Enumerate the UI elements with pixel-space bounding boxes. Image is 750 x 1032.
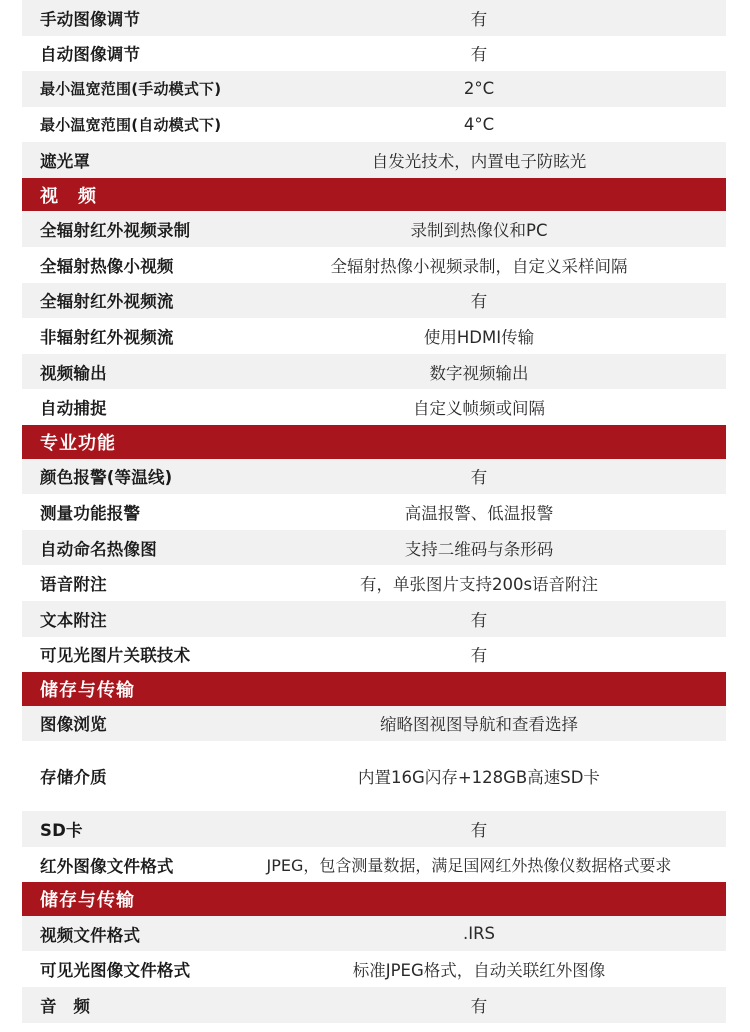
- table-row: [22, 389, 726, 425]
- row-label: 文本附注: [40, 610, 107, 630]
- row-label: 最小温宽范围(自动模式下): [40, 116, 222, 135]
- section-header: 视 频: [22, 178, 726, 212]
- row-label: 语音附注: [40, 575, 107, 595]
- table-row: [22, 142, 726, 178]
- row-label: 视频文件格式: [40, 925, 141, 945]
- row-label: 手动图像调节: [40, 9, 141, 29]
- row-value: 有: [470, 610, 488, 630]
- table-row: [22, 601, 726, 637]
- row-value: 自定义帧频或间隔: [413, 399, 545, 419]
- row-label: 存储介质: [40, 768, 107, 788]
- row-label: 非辐射红外视频流: [40, 328, 174, 348]
- row-label: SD卡: [40, 820, 83, 840]
- table-row: [22, 741, 726, 811]
- row-value: 高温报警、低温报警: [404, 503, 554, 523]
- row-label: 自动命名热像图: [40, 539, 157, 559]
- table-row: [22, 494, 726, 530]
- row-label: 颜色报警(等温线): [40, 468, 173, 488]
- table-row: [22, 211, 726, 247]
- row-label: 可见光图片关联技术: [40, 646, 191, 666]
- table-row: [22, 71, 726, 107]
- row-value: 缩略图视图导航和查看选择: [380, 715, 578, 735]
- row-value: 标准JPEG格式，自动关联红外图像: [352, 961, 606, 981]
- row-value: 有: [470, 646, 488, 666]
- row-label: 最小温宽范围(手动模式下): [40, 80, 222, 99]
- row-value: 自发光技术，内置电子防眩光: [371, 152, 587, 172]
- row-value: 有: [470, 996, 488, 1016]
- table-row: [22, 847, 726, 883]
- row-value: 数字视频输出: [429, 363, 529, 383]
- row-label: 全辐射红外视频录制: [40, 221, 191, 241]
- row-value: 有，单张图片支持200s语音附注: [359, 575, 599, 595]
- row-value: 使用HDMI传输: [423, 328, 535, 348]
- row-value: 全辐射热像小视频录制，自定义采样间隔: [330, 256, 628, 276]
- row-label: 图像浏览: [40, 715, 107, 735]
- row-value: 4°C: [463, 115, 495, 135]
- row-label: 测量功能报警: [40, 503, 141, 523]
- section-header: 专业功能: [22, 425, 726, 459]
- row-value: JPEG，包含测量数据，满足国网红外热像仪数据格式要求: [266, 856, 672, 876]
- row-label: 遮光罩: [40, 152, 91, 172]
- table-row: [22, 987, 726, 1023]
- table-row: [22, 247, 726, 283]
- row-label: 音 频: [40, 996, 91, 1016]
- table-row: [22, 354, 726, 390]
- row-value: 有: [470, 292, 488, 312]
- row-label: 可见光图像文件格式: [40, 961, 191, 981]
- row-value: 有: [470, 9, 488, 29]
- table-row: [22, 36, 726, 72]
- row-value: 有: [470, 45, 488, 65]
- row-label: 全辐射红外视频流: [40, 292, 174, 312]
- row-label: 自动图像调节: [40, 45, 141, 65]
- row-value: 内置16G闪存+128GB高速SD卡: [358, 768, 600, 788]
- table-row: [22, 283, 726, 319]
- section-header: 储存与传输: [22, 882, 726, 916]
- table-row: [22, 318, 726, 354]
- row-value: 有: [470, 468, 488, 488]
- row-label: 红外图像文件格式: [40, 856, 174, 876]
- section-header: 储存与传输: [22, 672, 726, 706]
- table-row: [22, 637, 726, 673]
- table-row: [22, 530, 726, 566]
- table-row: [22, 0, 726, 36]
- table-row: [22, 951, 726, 987]
- row-value: 2°C: [463, 79, 495, 99]
- row-value: 有: [470, 820, 488, 840]
- table-row: [22, 811, 726, 847]
- table-row: [22, 459, 726, 495]
- row-value: .IRS: [462, 924, 496, 944]
- spec-table: [22, 0, 726, 1023]
- table-row: [22, 916, 726, 952]
- row-label: 自动捕捉: [40, 399, 107, 419]
- table-row: [22, 706, 726, 742]
- row-value: 支持二维码与条形码: [404, 539, 554, 559]
- row-label: 视频输出: [40, 363, 107, 383]
- row-label: 全辐射热像小视频: [40, 256, 174, 276]
- table-row: [22, 565, 726, 601]
- row-value: 录制到热像仪和PC: [410, 221, 548, 241]
- table-row: [22, 107, 726, 143]
